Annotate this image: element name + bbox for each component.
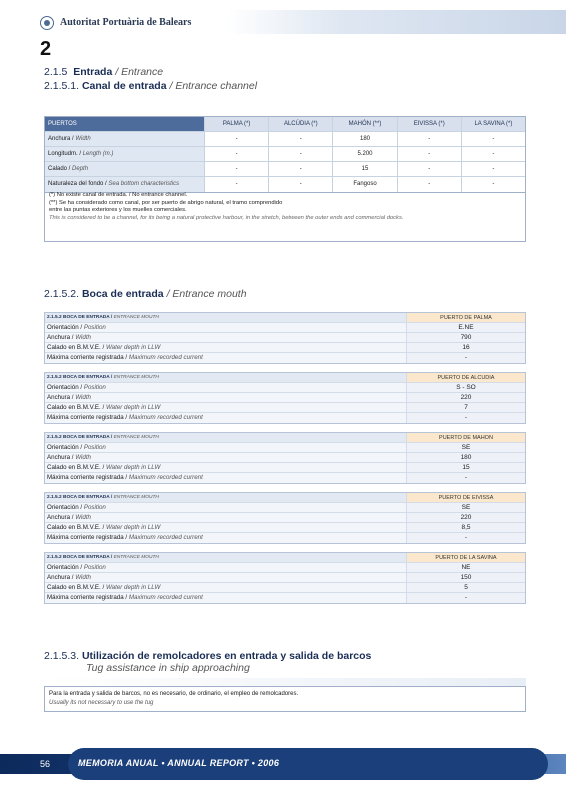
cell-value: 7	[407, 403, 525, 412]
entrance-mouth-table	[44, 552, 526, 604]
section-title-en: Tug assistance in ship approaching	[86, 662, 250, 674]
note-line: entre las puntas exteriores y los muelles comerciales.	[49, 207, 187, 214]
port-name: PUERTO DE LA SAVINA	[407, 553, 525, 562]
section-title-en: Entrance	[121, 66, 164, 78]
section-number: 2.1.5.1.	[44, 80, 80, 92]
section-2-1-5-2-heading: 2.1.5.2. Boca de entrada / Entrance mouth	[44, 288, 247, 300]
table-row: Orientación / Position S - SO	[45, 383, 525, 393]
table-row: Orientación / Position SE	[45, 503, 525, 513]
table-row: Naturaleza del fondo / Sea bottom characteristics - - Fangoso - -	[45, 177, 525, 192]
cell-value: 220	[407, 393, 525, 402]
section-2-1-5-3-heading	[44, 650, 371, 662]
channel-notes	[44, 186, 526, 242]
table-header-row: 2.1.5.2 BOCA DE ENTRADA / ENTRANCE MOUTH PUERTO DE EIVISSA	[45, 493, 525, 503]
table-row: Máxima corriente registrada / Maximum recorded current -	[45, 353, 525, 363]
table-row: Calado en B.M.V.E. / Water depth in LLW 8,5	[45, 523, 525, 533]
table-row: Anchura / Width 220	[45, 513, 525, 523]
entrance-channel-table	[44, 116, 526, 193]
section-2-1-5-3-subtitle	[86, 662, 250, 674]
section-title-es: Entrada	[73, 66, 113, 78]
column-header: ALCÚDIA (*)	[269, 117, 333, 131]
entrance-mouth-table	[44, 372, 526, 424]
table-header-row: 2.1.5.2 BOCA DE ENTRADA / ENTRANCE MOUTH PUERTO DE LA SAVINA	[45, 553, 525, 563]
section-title-es: Canal de entrada	[81, 80, 167, 92]
section-title-es: Utilización de remolcadores en entrada y salida de barcos	[81, 650, 372, 662]
table-row: Anchura / Width - - 180 - -	[45, 132, 525, 147]
table-row: Calado en B.M.V.E. / Water depth in LLW 16	[45, 343, 525, 353]
cell-value: -	[407, 413, 525, 423]
table-row: Longitudm. / Length (m.) - - 5.200 - -	[45, 147, 525, 162]
table-row: Máxima corriente registrada / Maximum recorded current -	[45, 593, 525, 603]
page-number: 56	[40, 759, 51, 769]
table-header-row: 2.1.5.2 BOCA DE ENTRADA / ENTRANCE MOUTH PUERTO DE PALMA	[45, 313, 525, 323]
table-row: Anchura / Width 220	[45, 393, 525, 403]
page-footer	[0, 748, 566, 780]
tug-note-en: Usually its not necessary to use the tug	[49, 700, 154, 706]
table-row: Calado / Depth - - 15 - -	[45, 162, 525, 177]
section-2-1-5-1-heading: 2.1.5.1. Canal de entrada / Entrance channel	[44, 80, 258, 92]
table-row: Orientación / Position E.NE	[45, 323, 525, 333]
column-header: PUERTOS	[45, 117, 205, 131]
port-name: PUERTO DE ALCUDIA	[407, 373, 525, 382]
section-number: 2.1.5.3.	[44, 650, 80, 662]
cell-value: S - SO	[407, 383, 525, 392]
table-row: Calado en B.M.V.E. / Water depth in LLW 15	[45, 463, 525, 473]
table-row: Orientación / Position NE	[45, 563, 525, 573]
table-header-row: 2.1.5.2 BOCA DE ENTRADA / ENTRANCE MOUTH PUERTO DE ALCUDIA	[45, 373, 525, 383]
cell-value: 220	[407, 513, 525, 522]
cell-value: NE	[407, 563, 525, 572]
port-name: PUERTO DE EIVISSA	[407, 493, 525, 502]
section-title-en: Entrance channel	[175, 80, 258, 92]
column-header: EIVISSA (*)	[398, 117, 462, 131]
cell-value: E.NE	[407, 323, 525, 332]
cell-value: -	[407, 533, 525, 543]
note-line: (*) No existe canal de entrada. / No entrance channel.	[49, 192, 188, 198]
footer-title: MEMORIA ANUAL • ANNUAL REPORT • 2006	[78, 758, 280, 768]
cell-value: 15	[407, 463, 525, 472]
section-title-es: Boca de entrada	[81, 288, 164, 300]
table-row: Calado en B.M.V.E. / Water depth in LLW 7	[45, 403, 525, 413]
table-row: Anchura / Width 180	[45, 453, 525, 463]
column-header: PALMA (*)	[205, 117, 269, 131]
section-number: 2.1.5	[44, 66, 68, 78]
chapter-number: 2	[40, 38, 52, 60]
table-row: Máxima corriente registrada / Maximum recorded current -	[45, 533, 525, 543]
tug-note-es: Para la entrada y salida de barcos, no es necesario, de ordinario, el empleo de remolcadores.	[49, 691, 299, 697]
cell-value: SE	[407, 443, 525, 452]
table-row: Calado en B.M.V.E. / Water depth in LLW 5	[45, 583, 525, 593]
cell-value: 150	[407, 573, 525, 582]
note-line: (**) Se ha considerado como canal, por ser puerto de abrigo natural, el tramo comprendido	[49, 199, 283, 206]
entrance-mouth-table	[44, 432, 526, 484]
table-header-row: 2.1.5.2 BOCA DE ENTRADA / ENTRANCE MOUTH PUERTO DE MAHON	[45, 433, 525, 443]
cell-value: 8,5	[407, 523, 525, 532]
authority-name: Autoritat Portuària de Balears	[60, 17, 192, 28]
entrance-mouth-table	[44, 312, 526, 364]
port-name: PUERTO DE PALMA	[407, 313, 525, 322]
section-title-en: Entrance mouth	[172, 288, 247, 300]
table-row: Anchura / Width 150	[45, 573, 525, 583]
section-number: 2.1.5.2.	[44, 288, 80, 300]
cell-value: 16	[407, 343, 525, 352]
tug-note-box	[44, 686, 526, 712]
cell-value: -	[407, 353, 525, 363]
cell-value: 180	[407, 453, 525, 462]
column-header: LA SAVINA (*)	[462, 117, 525, 131]
note-line-en: This is considered to be a channel, for its being a natural protective harbour, in the stretch, between the outer ends and commercial docks.	[49, 214, 404, 221]
column-header: MAHÓN (**)	[333, 117, 397, 131]
entrance-mouth-table	[44, 492, 526, 544]
table-row: Máxima corriente registrada / Maximum recorded current -	[45, 413, 525, 423]
section-2-1-5-heading: 2.1.5 Entrada / Entrance	[44, 66, 164, 78]
table-row: Anchura / Width 790	[45, 333, 525, 343]
cell-value: 5	[407, 583, 525, 592]
tug-band	[44, 678, 526, 686]
port-authority-logo-icon	[40, 16, 54, 30]
cell-value: -	[407, 473, 525, 483]
cell-value: -	[407, 593, 525, 603]
port-name: PUERTO DE MAHON	[407, 433, 525, 442]
table-row: Orientación / Position SE	[45, 443, 525, 453]
table-header-row	[45, 117, 525, 132]
cell-value: SE	[407, 503, 525, 512]
cell-value: 790	[407, 333, 525, 342]
table-row: Máxima corriente registrada / Maximum recorded current -	[45, 473, 525, 483]
